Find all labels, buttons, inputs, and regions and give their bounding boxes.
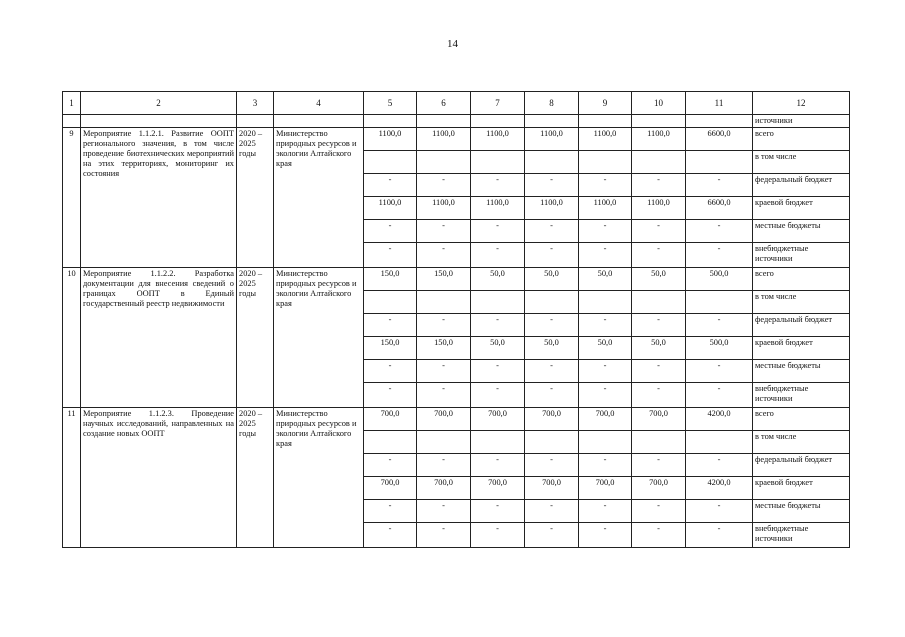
empty-cell — [471, 115, 525, 128]
empty-cell — [525, 115, 579, 128]
source-cell: внебюджетные источники — [753, 523, 850, 548]
source-cell: федеральный бюджет — [753, 314, 850, 337]
source-cell: в том числе — [753, 431, 850, 454]
value-cell: - — [686, 220, 753, 243]
value-cell: - — [686, 243, 753, 268]
value-cell: - — [471, 500, 525, 523]
value-cell: - — [471, 174, 525, 197]
header-cell: 4 — [274, 92, 364, 115]
source-cell: местные бюджеты — [753, 500, 850, 523]
value-cell — [525, 431, 579, 454]
value-cell: - — [471, 243, 525, 268]
source-cell: в том числе — [753, 291, 850, 314]
value-cell: - — [525, 220, 579, 243]
value-cell: - — [525, 174, 579, 197]
value-cell: - — [525, 314, 579, 337]
value-cell: - — [364, 314, 417, 337]
value-cell — [364, 291, 417, 314]
value-cell: 700,0 — [364, 477, 417, 500]
item-number-cell: 10 — [63, 268, 81, 408]
value-cell: 700,0 — [417, 408, 471, 431]
value-cell: 700,0 — [525, 408, 579, 431]
empty-cell — [81, 115, 237, 128]
value-cell — [632, 431, 686, 454]
value-cell: 1100,0 — [364, 128, 417, 151]
period-cell: 2020 – 2025 годы — [237, 268, 274, 408]
value-cell: - — [632, 174, 686, 197]
executor-cell: Министерство природных ресурсов и экологии Алтайского края — [274, 268, 364, 408]
empty-cell — [417, 115, 471, 128]
value-cell — [686, 431, 753, 454]
activity-name-cell: Мероприятие 1.1.2.3. Проведение научных исследований, направленных на создание новых ООПТ — [81, 408, 237, 548]
value-cell: - — [686, 523, 753, 548]
value-cell: - — [686, 383, 753, 408]
header-cell: 5 — [364, 92, 417, 115]
value-cell: 1100,0 — [417, 197, 471, 220]
value-cell: 1100,0 — [579, 197, 632, 220]
value-cell: - — [686, 174, 753, 197]
value-cell: - — [471, 523, 525, 548]
value-cell: 500,0 — [686, 268, 753, 291]
value-cell — [579, 291, 632, 314]
value-cell: - — [417, 243, 471, 268]
value-cell: - — [686, 454, 753, 477]
value-cell: 1100,0 — [525, 128, 579, 151]
header-cell: 11 — [686, 92, 753, 115]
value-cell: - — [686, 314, 753, 337]
header-cell: 12 — [753, 92, 850, 115]
source-cell: внебюджетные источники — [753, 383, 850, 408]
value-cell: - — [417, 174, 471, 197]
value-cell: - — [364, 360, 417, 383]
empty-cell — [686, 115, 753, 128]
source-cell: внебюджетные источники — [753, 243, 850, 268]
period-cell: 2020 – 2025 годы — [237, 408, 274, 548]
value-cell: - — [632, 523, 686, 548]
value-cell: - — [417, 314, 471, 337]
value-cell — [579, 151, 632, 174]
value-cell: - — [525, 360, 579, 383]
value-cell: - — [579, 454, 632, 477]
activity-name-cell: Мероприятие 1.1.2.1. Развитие ООПТ регионального значения, в том числе проведение биотехнических мероприятий на этих территориях, мониторинг их состояния — [81, 128, 237, 268]
value-cell: - — [579, 500, 632, 523]
value-cell: - — [579, 314, 632, 337]
value-cell: 150,0 — [364, 268, 417, 291]
value-cell: - — [417, 523, 471, 548]
header-cell: 10 — [632, 92, 686, 115]
value-cell: - — [579, 360, 632, 383]
value-cell: 1100,0 — [364, 197, 417, 220]
value-cell — [471, 431, 525, 454]
source-cell: всего — [753, 128, 850, 151]
source-cell: местные бюджеты — [753, 220, 850, 243]
source-cell: местные бюджеты — [753, 360, 850, 383]
value-cell: - — [417, 360, 471, 383]
source-cell: краевой бюджет — [753, 197, 850, 220]
value-cell: - — [364, 220, 417, 243]
value-cell: - — [417, 220, 471, 243]
value-cell: - — [579, 220, 632, 243]
value-cell: 50,0 — [632, 268, 686, 291]
empty-cell — [63, 115, 81, 128]
header-cell: 1 — [63, 92, 81, 115]
value-cell: - — [525, 454, 579, 477]
source-cell: в том числе — [753, 151, 850, 174]
value-cell: 50,0 — [579, 268, 632, 291]
source-cell: краевой бюджет — [753, 477, 850, 500]
value-cell: - — [579, 523, 632, 548]
funding-table — [62, 91, 850, 548]
header-cell: 9 — [579, 92, 632, 115]
header-cell: 3 — [237, 92, 274, 115]
table-header-row — [63, 92, 850, 115]
value-cell: 150,0 — [417, 268, 471, 291]
value-cell: - — [632, 314, 686, 337]
value-cell — [525, 151, 579, 174]
source-cell: федеральный бюджет — [753, 174, 850, 197]
executor-cell: Министерство природных ресурсов и экологии Алтайского края — [274, 408, 364, 548]
value-cell: 50,0 — [525, 268, 579, 291]
value-cell: - — [364, 383, 417, 408]
value-cell: 150,0 — [417, 337, 471, 360]
header-cell: 6 — [417, 92, 471, 115]
value-cell: - — [471, 383, 525, 408]
value-cell: 1100,0 — [579, 128, 632, 151]
activity-name-cell: Мероприятие 1.1.2.2. Разработка документации для внесения сведений о границах ООПТ в Единый государственный реестр недвижимости — [81, 268, 237, 408]
empty-cell — [632, 115, 686, 128]
source-cell: всего — [753, 268, 850, 291]
value-cell: 700,0 — [417, 477, 471, 500]
page-number: 14 — [447, 38, 458, 50]
value-cell: - — [686, 360, 753, 383]
table-row — [63, 408, 850, 431]
period-cell: 2020 – 2025 годы — [237, 128, 274, 268]
value-cell: 700,0 — [579, 408, 632, 431]
header-cell: 2 — [81, 92, 237, 115]
value-cell: - — [579, 174, 632, 197]
value-cell: 1100,0 — [632, 128, 686, 151]
value-cell — [471, 291, 525, 314]
value-cell: 1100,0 — [632, 197, 686, 220]
value-cell: - — [417, 383, 471, 408]
value-cell: - — [686, 500, 753, 523]
value-cell: 1100,0 — [417, 128, 471, 151]
executor-cell: Министерство природных ресурсов и экологии Алтайского края — [274, 128, 364, 268]
empty-cell — [579, 115, 632, 128]
value-cell — [632, 151, 686, 174]
value-cell — [364, 151, 417, 174]
value-cell: - — [471, 220, 525, 243]
value-cell: - — [364, 174, 417, 197]
value-cell — [525, 291, 579, 314]
value-cell: - — [525, 383, 579, 408]
value-cell — [471, 151, 525, 174]
value-cell: - — [632, 243, 686, 268]
value-cell: - — [632, 500, 686, 523]
header-cell: 7 — [471, 92, 525, 115]
empty-cell — [274, 115, 364, 128]
value-cell: 700,0 — [632, 408, 686, 431]
value-cell: - — [525, 523, 579, 548]
value-cell: - — [632, 454, 686, 477]
value-cell: - — [525, 243, 579, 268]
value-cell: - — [525, 500, 579, 523]
item-number-cell: 9 — [63, 128, 81, 268]
value-cell: 1100,0 — [471, 128, 525, 151]
value-cell: - — [579, 243, 632, 268]
value-cell: 50,0 — [632, 337, 686, 360]
value-cell: 700,0 — [471, 408, 525, 431]
value-cell: - — [632, 360, 686, 383]
value-cell: 150,0 — [364, 337, 417, 360]
value-cell — [417, 431, 471, 454]
value-cell — [364, 431, 417, 454]
value-cell: 700,0 — [579, 477, 632, 500]
table-row — [63, 128, 850, 151]
value-cell: - — [632, 383, 686, 408]
value-cell: 700,0 — [525, 477, 579, 500]
value-cell — [686, 291, 753, 314]
source-cell: источники — [753, 115, 850, 128]
source-cell: всего — [753, 408, 850, 431]
value-cell: - — [364, 454, 417, 477]
empty-cell — [364, 115, 417, 128]
item-number-cell: 11 — [63, 408, 81, 548]
value-cell: 700,0 — [364, 408, 417, 431]
value-cell: - — [417, 500, 471, 523]
value-cell: 500,0 — [686, 337, 753, 360]
value-cell — [579, 431, 632, 454]
value-cell: - — [364, 523, 417, 548]
value-cell: 50,0 — [471, 268, 525, 291]
value-cell: - — [579, 383, 632, 408]
value-cell: 4200,0 — [686, 408, 753, 431]
value-cell: 1100,0 — [471, 197, 525, 220]
value-cell: 1100,0 — [525, 197, 579, 220]
value-cell — [417, 151, 471, 174]
value-cell: - — [632, 220, 686, 243]
value-cell: 6600,0 — [686, 128, 753, 151]
value-cell: 4200,0 — [686, 477, 753, 500]
value-cell — [417, 291, 471, 314]
source-cell: краевой бюджет — [753, 337, 850, 360]
value-cell: - — [471, 314, 525, 337]
value-cell: 50,0 — [471, 337, 525, 360]
value-cell: - — [364, 500, 417, 523]
value-cell: 700,0 — [632, 477, 686, 500]
value-cell — [632, 291, 686, 314]
table-row — [63, 268, 850, 291]
empty-cell — [237, 115, 274, 128]
value-cell: - — [364, 243, 417, 268]
value-cell: - — [471, 360, 525, 383]
source-cell: федеральный бюджет — [753, 454, 850, 477]
value-cell: 700,0 — [471, 477, 525, 500]
value-cell: - — [417, 454, 471, 477]
value-cell: 50,0 — [579, 337, 632, 360]
value-cell: - — [471, 454, 525, 477]
value-cell: 6600,0 — [686, 197, 753, 220]
value-cell — [686, 151, 753, 174]
carry-over-row — [63, 115, 850, 128]
value-cell: 50,0 — [525, 337, 579, 360]
header-cell: 8 — [525, 92, 579, 115]
